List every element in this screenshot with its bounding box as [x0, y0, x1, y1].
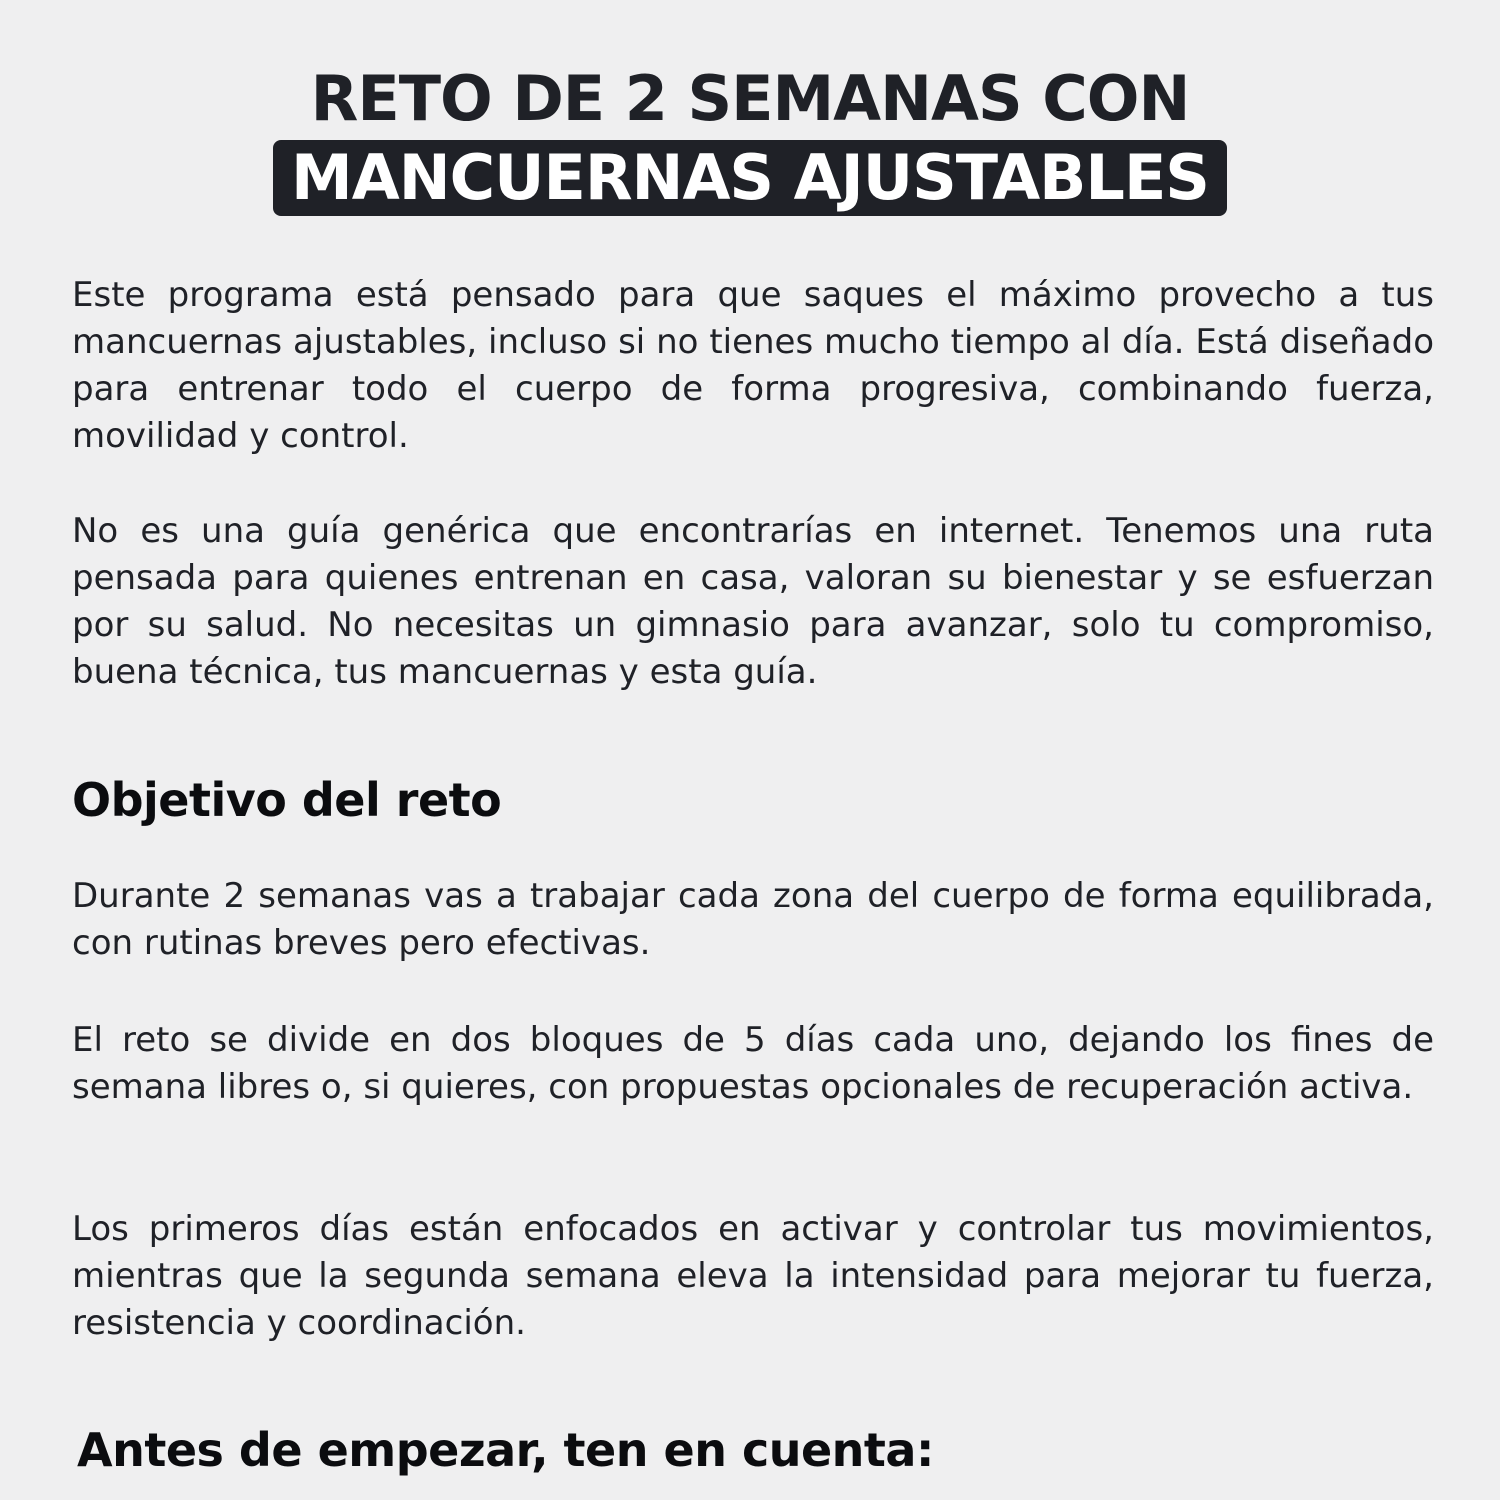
title-highlight: MANCUERNAS AJUSTABLES [273, 140, 1227, 216]
objective-paragraph-1: Durante 2 semanas vas a trabajar cada zona del cuerpo de forma equilibrada, con rutinas breves pero efectivas. [72, 876, 1434, 963]
page-title [0, 60, 1500, 216]
objective-paragraph-2: El reto se divide en dos bloques de 5 días cada uno, dejando los fines de semana libres o, si quieres, con propuestas opcionales de recuperación activa. [72, 1020, 1434, 1107]
intro-paragraph-2: No es una guía genérica que encontrarías en internet. Tenemos una ruta pensada para quienes entrenan en casa, valoran su bienestar y se esfuerzan por su salud. No necesitas un gimnasio para avanzar, solo tu compromiso, buena técnica, tus mancuernas y esta guía. [72, 511, 1434, 692]
objective-heading: Objetivo del reto [72, 773, 502, 827]
intro-paragraph-1: Este programa está pensado para que saques el máximo provecho a tus mancuernas ajustables, incluso si no tienes mucho tiempo al día. Está diseñado para entrenar todo el cuerpo de forma progresiva, combinando fuerza, movilidad y control. [72, 275, 1434, 456]
title-line-1: RETO DE 2 SEMANAS CON [310, 62, 1190, 135]
objective-paragraph-3: Los primeros días están enfocados en activar y controlar tus movimientos, mientras que la segunda semana eleva la intensidad para mejorar tu fuerza, resistencia y coordinación. [72, 1209, 1434, 1343]
before-start-heading: Antes de empezar, ten en cuenta: [77, 1423, 934, 1477]
